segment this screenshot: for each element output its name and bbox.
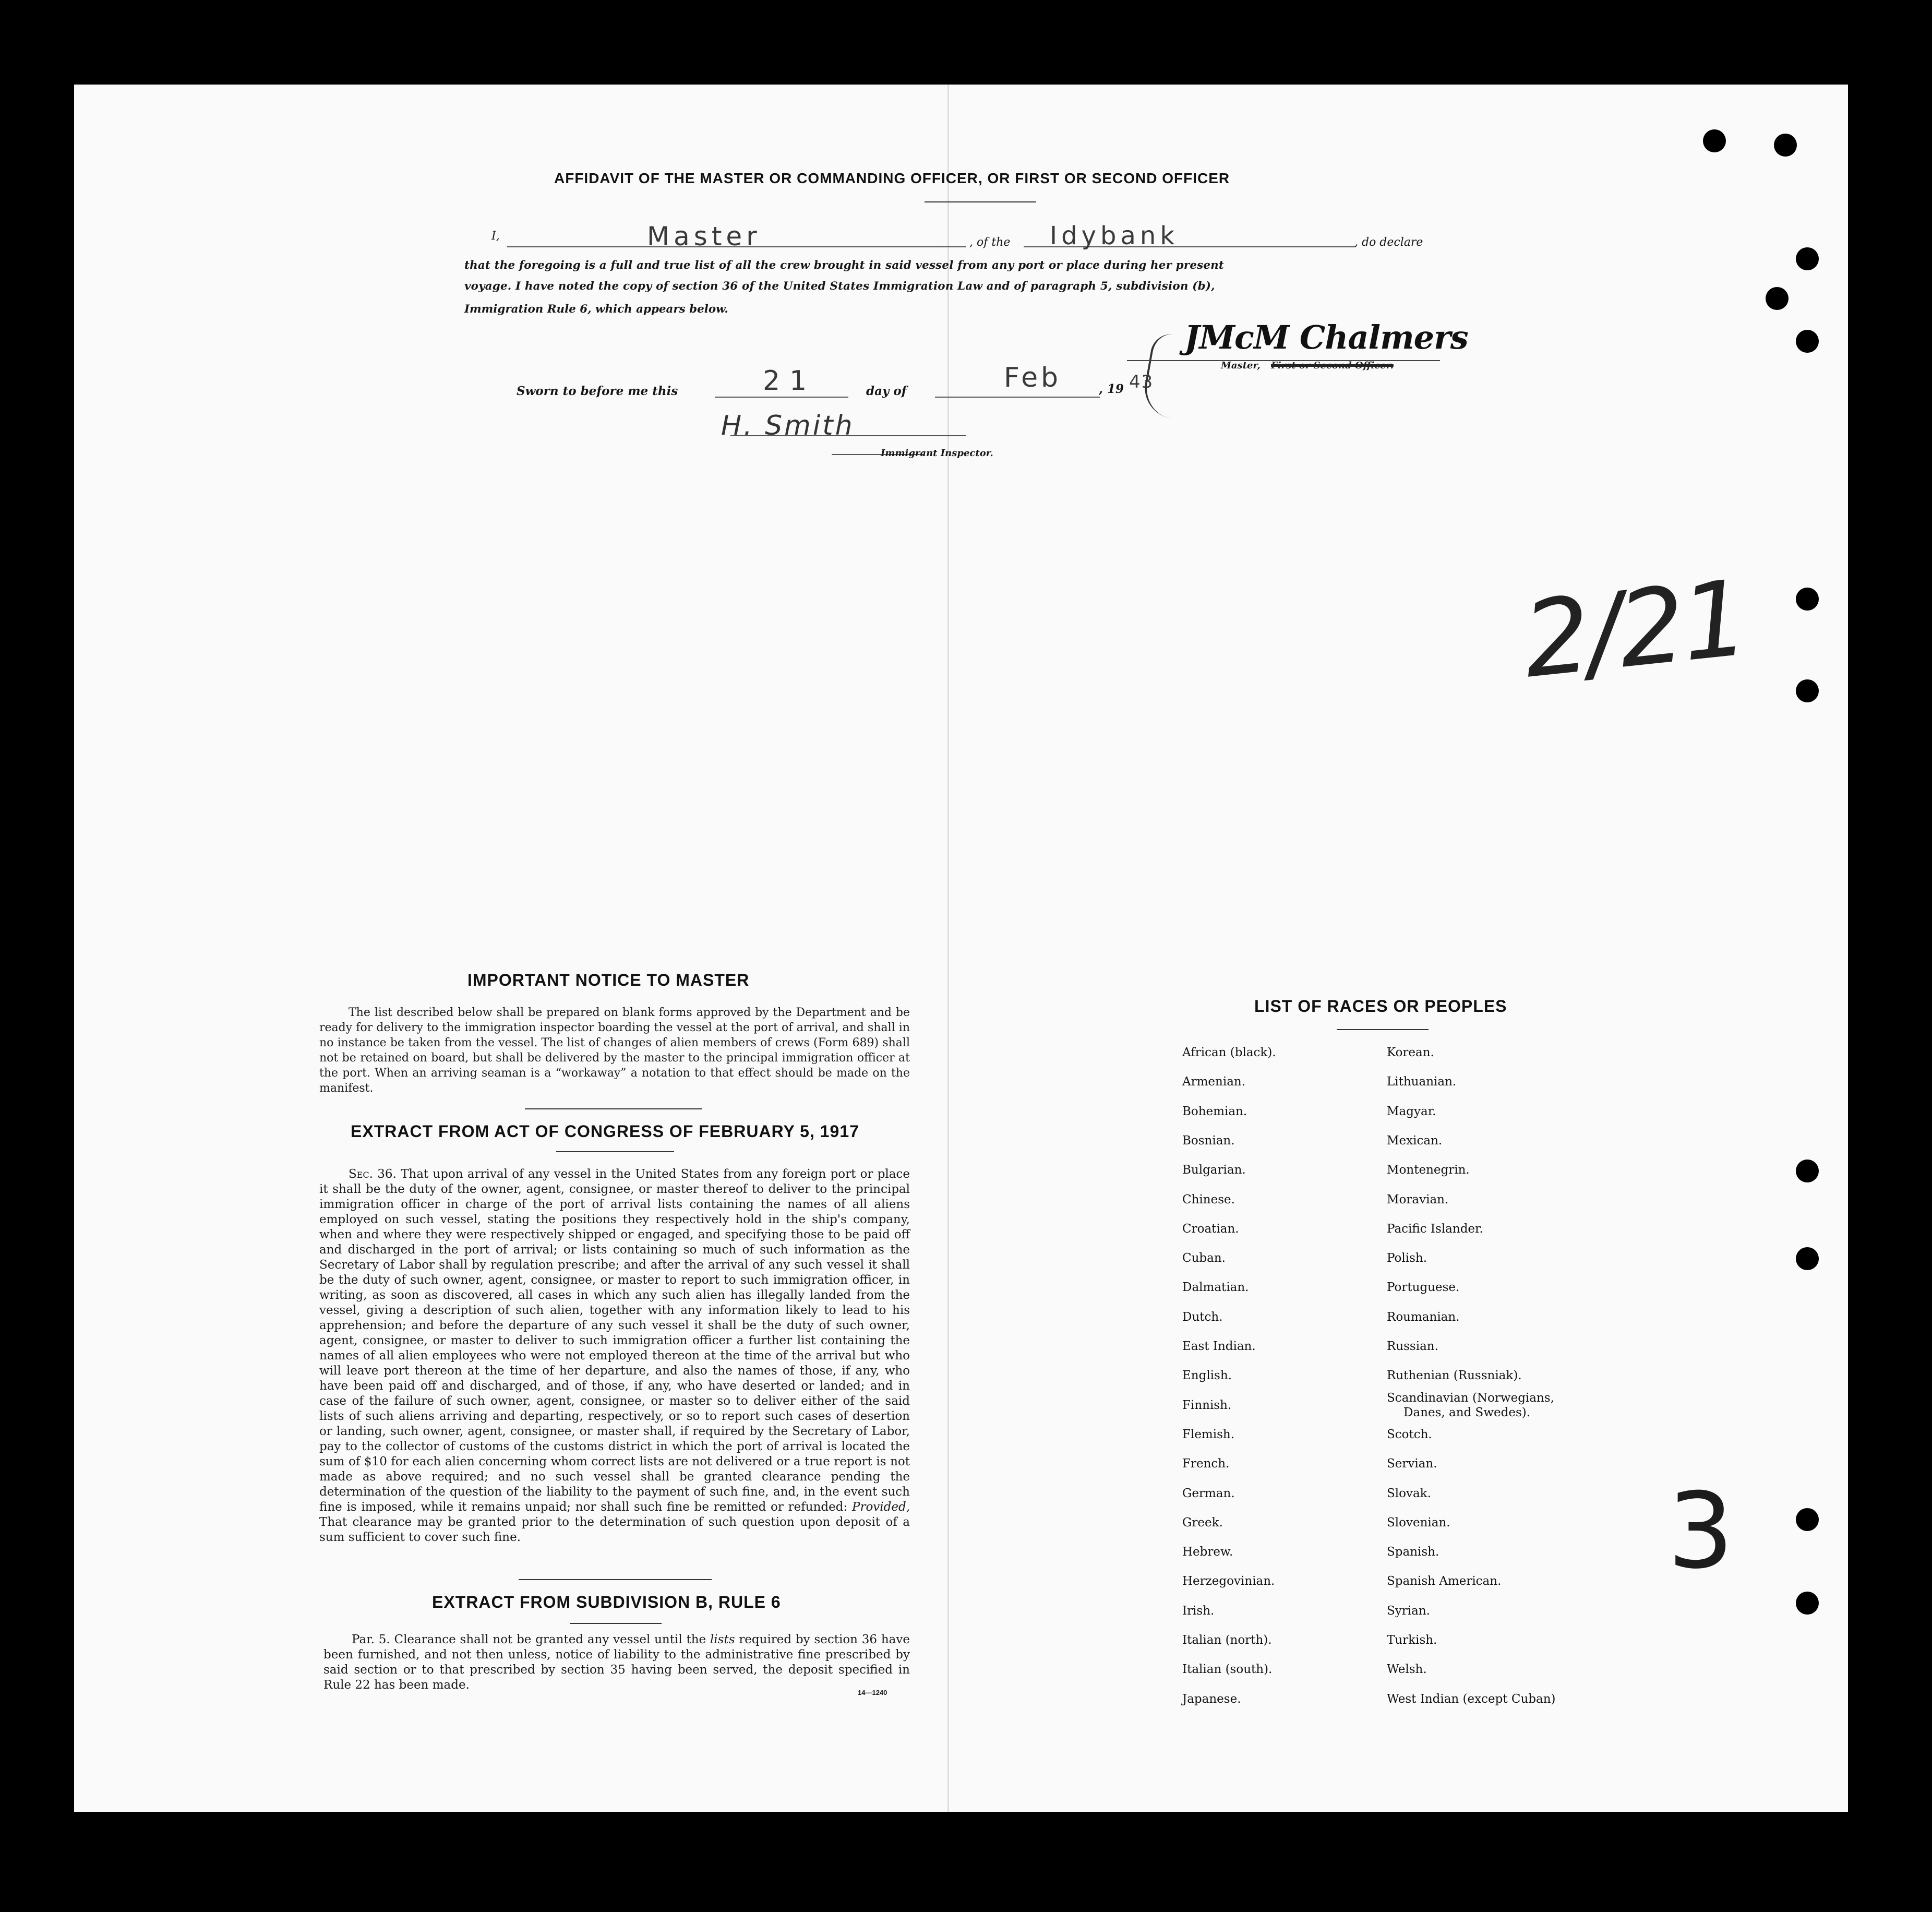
race-item: Irish.: [1182, 1604, 1215, 1618]
race-item: Japanese.: [1182, 1692, 1241, 1706]
affidavit-title: AFFIDAVIT OF THE MASTER OR COMMANDING OFFICER, OR FIRST OR SECOND OFFICER: [554, 170, 1230, 186]
race-item: Spanish American.: [1387, 1574, 1502, 1588]
race-item: English.: [1182, 1369, 1232, 1382]
inspector-signature: H. Smith: [721, 410, 855, 441]
race-item: Hebrew.: [1182, 1545, 1233, 1559]
race-item: Turkish.: [1387, 1633, 1437, 1647]
race-item: Bosnian.: [1182, 1134, 1235, 1148]
race-item: Spanish.: [1387, 1545, 1439, 1559]
act-body-end: That clearance may be granted prior to the determination of such question upon deposit of a sum sufficient to cover such fine.: [319, 1515, 910, 1544]
race-item: Ruthenian (Russniak).: [1387, 1369, 1522, 1382]
document-page: [74, 85, 1848, 1812]
race-item: Greek.: [1182, 1516, 1223, 1529]
race-item: Welsh.: [1387, 1663, 1427, 1676]
race-item: German.: [1182, 1487, 1235, 1500]
race-item: Slovenian.: [1387, 1516, 1450, 1529]
race-item: African (black).: [1182, 1046, 1276, 1059]
race-item: Syrian.: [1387, 1604, 1430, 1618]
race-item: Magyar.: [1387, 1105, 1436, 1118]
punch-hole: [1796, 1592, 1819, 1615]
races-title-underline: [1337, 1029, 1429, 1030]
rule-body-end: required by section 36 have been furnished, and not then unless, notice of liability to the administrative fine prescribed by said section or to that prescribed by section 35 having been served, the deposit specified in Rule 22 has been made.: [323, 1633, 910, 1692]
race-item: Flemish.: [1182, 1428, 1235, 1441]
day-field: [715, 397, 848, 398]
inspector-caption: Immigrant Inspector.: [881, 448, 993, 459]
race-item: Scandinavian (Norwegians,: [1387, 1391, 1554, 1405]
rule-text: [323, 1632, 910, 1693]
punch-hole: [1796, 1508, 1819, 1531]
notice-title: IMPORTANT NOTICE TO MASTER: [467, 971, 750, 989]
race-item: Lithuanian.: [1387, 1075, 1457, 1089]
race-item: Russian.: [1387, 1340, 1438, 1353]
races-title: LIST OF RACES OR PEOPLES: [1254, 997, 1507, 1015]
i-label: I,: [491, 230, 500, 243]
inspector-line: [730, 435, 966, 436]
title-underline: [925, 201, 1036, 202]
statement-line-1: that the foregoing is a full and true list of all the crew brought in said vessel from any port or place during her present: [464, 259, 1225, 272]
race-item: Dalmatian.: [1182, 1281, 1249, 1294]
act-title: EXTRACT FROM ACT OF CONGRESS OF FEBRUARY 5, 1917: [351, 1122, 859, 1141]
master-signature: JMcM Chalmers: [1184, 318, 1468, 356]
race-item: Montenegrin.: [1387, 1163, 1470, 1177]
rule-title: EXTRACT FROM SUBDIVISION B, RULE 6: [432, 1593, 781, 1611]
punch-hole: [1796, 247, 1819, 270]
race-item: Armenian.: [1182, 1075, 1246, 1089]
act-title-underline: [556, 1151, 674, 1152]
race-item: Bulgarian.: [1182, 1163, 1246, 1177]
rule-title-underline: [570, 1623, 662, 1624]
punch-hole: [1796, 1247, 1819, 1270]
year-prefix: , 19: [1099, 382, 1124, 396]
act-text: [319, 1167, 910, 1545]
race-item: Herzegovinian.: [1182, 1574, 1275, 1588]
rule-italic: lists: [710, 1633, 735, 1646]
race-item: Polish.: [1387, 1251, 1427, 1265]
race-item: East Indian.: [1182, 1340, 1256, 1353]
race-item: West Indian (except Cuban): [1387, 1692, 1556, 1706]
race-item: Italian (south).: [1182, 1663, 1273, 1676]
act-sec-label: Sec. 36.: [349, 1167, 397, 1181]
form-number: 14—1240: [858, 1689, 887, 1696]
do-declare-label: , do declare: [1354, 236, 1423, 249]
race-item: Scotch.: [1387, 1428, 1432, 1441]
race-item: Moravian.: [1387, 1193, 1449, 1206]
date-annotation: 2/21: [1517, 557, 1751, 702]
day-of-label: day of: [866, 384, 907, 398]
month-field: [935, 397, 1100, 398]
notice-text: The list described below shall be prepared on blank forms approved by the Department and be ready for delivery to the immigration inspector boarding the vessel at the port of arrival, and shall in no instance be taken from the vessel. The list of changes of alien members of crews (Form 689) shall not be retained on board, but shall be delivered by the master to the principal immigration officer at the port. When an arriving seaman is a “workaway” a notation to that effect should be made on the manifest.: [319, 1006, 910, 1095]
statement-line-2: voyage. I have noted the copy of section 36 of the United States Immigration Law and of paragraph 5, subdivision (b),: [464, 280, 1215, 293]
name-handwritten: Master: [647, 221, 761, 252]
race-item: Korean.: [1387, 1046, 1434, 1059]
punch-hole: [1796, 330, 1819, 353]
notice-divider: [525, 1108, 702, 1109]
year-handwritten: 43: [1129, 372, 1154, 392]
race-item: Italian (north).: [1182, 1633, 1272, 1647]
race-item: Slovak.: [1387, 1487, 1431, 1500]
race-item: Bohemian.: [1182, 1105, 1247, 1118]
race-scandinavian-cont: Danes, and Swedes).: [1403, 1406, 1531, 1419]
race-item: Portuguese.: [1387, 1281, 1460, 1294]
month-handwritten: Feb: [1004, 362, 1062, 393]
page-number-annotation: 3: [1667, 1471, 1734, 1592]
struck-caption: First or Second Officer.: [1271, 360, 1394, 371]
punch-hole: [1796, 679, 1819, 702]
race-item: Roumanian.: [1387, 1310, 1460, 1324]
punch-hole: [1796, 588, 1819, 611]
punch-hole: [1774, 134, 1797, 157]
race-item: Croatian.: [1182, 1222, 1239, 1236]
race-item: Servian.: [1387, 1457, 1437, 1471]
vessel-handwritten: Idybank: [1050, 221, 1179, 250]
rule-body: Par. 5. Clearance shall not be granted any vessel until the: [352, 1633, 706, 1646]
statement-line-3: Immigration Rule 6, which appears below.: [464, 303, 728, 316]
page-fold: [947, 85, 949, 1812]
race-item: French.: [1182, 1457, 1230, 1471]
master-caption: Master,: [1221, 360, 1261, 371]
sworn-label: Sworn to before me this: [517, 384, 678, 398]
race-item: Dutch.: [1182, 1310, 1223, 1324]
race-item: Chinese.: [1182, 1193, 1235, 1206]
race-item: Pacific Islander.: [1387, 1222, 1483, 1236]
day-handwritten: 21: [763, 365, 817, 397]
act-italic: Provided,: [851, 1500, 910, 1514]
punch-hole: [1796, 1160, 1819, 1182]
punch-hole: [1766, 287, 1789, 310]
act-body: That upon arrival of any vessel in the United States from any foreign port or place it shall be the duty of the owner, agent, consignee, or master thereof to deliver to the principal immigration officer in charge of the port of arrival lists containing the names of all aliens employed on such vessel, stating the positions they respectively hold in the ship's company, when and where they were respectively shipped or engaged, and specifying those to be paid off and discharged in the port of arrival; or lists containing so much of such information as the Secretary of Labor shall by regulation prescribe; and after the arrival of any such vessel it shall be the duty of such owner, agent, consignee, or master to report to such immigration officer, in writing, as soon as discovered, all cases in which any such alien has illegally landed from the vessel, giving a description of such alien, together with any information likely to lead to his apprehension; and before the departure of any such vessel it shall be the duty of such owner, agent, consignee, or master to deliver to such immigration officer a further list containing the names of all alien employees who were not employed thereon at the time of the arrival but who will leave port thereon at the time of her departure, and also the names of those, if any, who have been paid off and discharged, and of those, if any, who have deserted or landed; and in case of the failure of such owner, agent, consignee, or master so to deliver either of the said lists of such aliens arriving and departing, respectively, or so to report such cases of desertion or landing, such owner, agent, consignee, or master shall, if required by the Secretary of Labor, pay to the collector of customs of the customs district in which the port of arrival is located the sum of $10 for each alien concerning whom correct lists are not delivered or a true report is not made as above required; and no such vessel shall be granted clearance pending the determination of the question of the liability to the payment of such fine, and, in the event such fine is imposed, while it remains unpaid; nor shall such fine be remitted or refunded:: [319, 1167, 910, 1514]
race-item: Finnish.: [1182, 1399, 1232, 1412]
punch-hole: [1703, 129, 1726, 152]
act-divider: [519, 1579, 712, 1580]
race-item: Cuban.: [1182, 1251, 1226, 1265]
of-the-label: , of the: [969, 236, 1011, 249]
race-item: Mexican.: [1387, 1134, 1443, 1148]
